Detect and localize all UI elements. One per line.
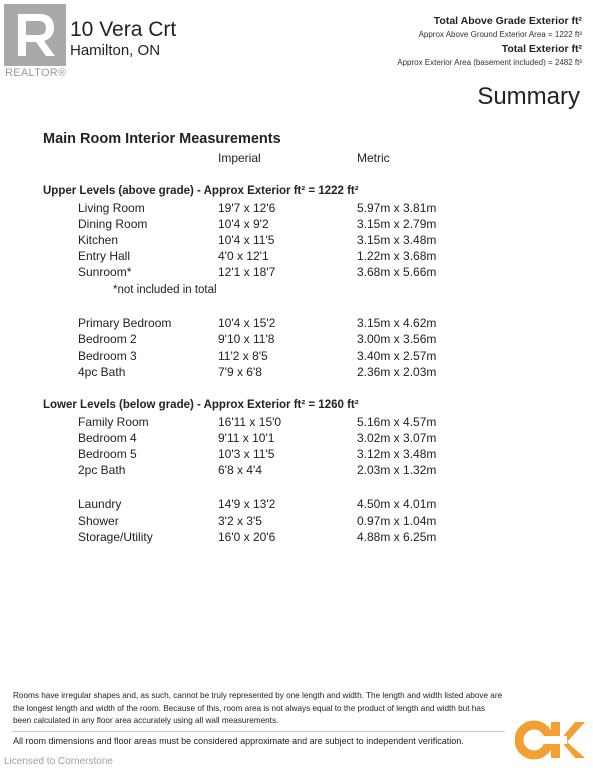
- table-row: [0, 514, 593, 530]
- table-row: [0, 463, 593, 479]
- room-imperial: 10'4 x 15'2: [218, 316, 276, 330]
- room-imperial: 4'0 x 12'1: [218, 249, 269, 263]
- address-city: Hamilton, ON: [70, 42, 161, 59]
- room-metric: 2.36m x 2.03m: [357, 365, 437, 379]
- room-imperial: 9'11 x 10'1: [218, 431, 275, 445]
- room-metric: 3.40m x 2.57m: [357, 349, 437, 363]
- room-metric: 3.12m x 3.48m: [357, 447, 437, 461]
- table-row: [0, 415, 593, 431]
- column-header-imperial: Imperial: [218, 151, 261, 165]
- room-metric: 4.50m x 4.01m: [357, 497, 437, 511]
- room-metric: 4.88m x 6.25m: [357, 530, 437, 544]
- licensed-watermark: Licensed to Cornerstone: [4, 756, 113, 767]
- room-name: Bedroom 5: [78, 447, 137, 461]
- table-row: [0, 249, 593, 265]
- footer-divider: [12, 731, 505, 732]
- approximate-note: All room dimensions and floor areas must be considered approximate and are subject to independent verification.: [13, 736, 464, 746]
- room-imperial: 3'2 x 3'5: [218, 514, 262, 528]
- room-imperial: 14'9 x 13'2: [218, 497, 276, 511]
- table-row: [0, 447, 593, 463]
- room-imperial: 9'10 x 11'8: [218, 332, 275, 346]
- room-imperial: 11'2 x 8'5: [218, 349, 268, 363]
- room-imperial: 16'0 x 20'6: [218, 530, 276, 544]
- realtor-r-icon: [4, 4, 66, 66]
- realtor-reg-mark: ®: [58, 67, 67, 79]
- room-imperial: 10'4 x 11'5: [218, 233, 275, 247]
- total-exterior-title: Total Exterior ft²: [501, 43, 582, 55]
- address-street: 10 Vera Crt: [70, 18, 177, 41]
- table-row: [0, 497, 593, 513]
- room-imperial: 12'1 x 18'7: [218, 265, 276, 279]
- room-name: Kitchen: [78, 233, 119, 247]
- room-imperial: 16'11 x 15'0: [218, 415, 282, 429]
- room-metric: 3.02m x 3.07m: [357, 431, 437, 445]
- room-name: Sunroom*: [78, 265, 132, 279]
- table-row: [0, 365, 593, 381]
- room-name: Entry Hall: [78, 249, 131, 263]
- room-imperial: 19'7 x 12'6: [218, 201, 276, 215]
- table-row: [0, 431, 593, 447]
- room-metric: 3.00m x 3.56m: [357, 332, 437, 346]
- room-name: Bedroom 4: [78, 431, 137, 445]
- ok-brand-logo: [515, 716, 587, 764]
- room-imperial: 10'3 x 11'5: [218, 447, 275, 461]
- room-name: Storage/Utility: [78, 530, 153, 544]
- room-imperial: 10'4 x 9'2: [218, 217, 269, 231]
- lower-levels-header: Lower Levels (below grade) - Approx Exterior ft² = 1260 ft²: [43, 399, 359, 411]
- table-row: [0, 217, 593, 233]
- room-name: Laundry: [78, 497, 122, 511]
- table-row: [0, 530, 593, 546]
- room-name: Bedroom 3: [78, 349, 137, 363]
- realtor-word: REALTOR: [5, 67, 59, 79]
- table-title: Main Room Interior Measurements: [43, 131, 281, 147]
- table-row: [0, 265, 593, 281]
- room-name: Bedroom 2: [78, 332, 137, 346]
- realtor-wordmark: [5, 67, 66, 79]
- room-name: Family Room: [78, 415, 149, 429]
- disclaimer-text: Rooms have irregular shapes and, as such, cannot be truly represented by one length and width. The length and width listed above are the longest length and width of the room. Because of this, room area is not always equal to the product of length and width but has been calculated in any floor area accurately using all wall measurements.: [13, 691, 503, 726]
- room-metric: 2.03m x 1.32m: [357, 463, 437, 477]
- room-name: Primary Bedroom: [78, 316, 172, 330]
- room-name: 4pc Bath: [78, 365, 126, 379]
- upper-levels-header: Upper Levels (above grade) - Approx Exterior ft² = 1222 ft²: [43, 185, 359, 197]
- room-imperial: 7'9 x 6'8: [218, 365, 262, 379]
- total-exterior-detail: Approx Exterior Area (basement included) = 2482 ft²: [397, 58, 582, 67]
- above-grade-title: Total Above Grade Exterior ft²: [433, 15, 582, 27]
- table-row: [0, 201, 593, 217]
- column-header-metric: Metric: [357, 151, 390, 165]
- room-metric: 5.97m x 3.81m: [357, 201, 437, 215]
- room-name: Living Room: [78, 201, 145, 215]
- page-title: Summary: [477, 83, 580, 110]
- table-row: [0, 316, 593, 332]
- room-name: Dining Room: [78, 217, 148, 231]
- table-row: [0, 233, 593, 249]
- room-name: Shower: [78, 514, 119, 528]
- not-included-note: *not included in total: [113, 284, 217, 296]
- room-name: 2pc Bath: [78, 463, 126, 477]
- area-summary-header: [322, 15, 582, 71]
- room-metric: 3.68m x 5.66m: [357, 265, 437, 279]
- ok-logo-icon: [515, 716, 587, 764]
- room-metric: 3.15m x 2.79m: [357, 217, 437, 231]
- room-metric: 5.16m x 4.57m: [357, 415, 437, 429]
- realtor-logo: [4, 4, 66, 66]
- table-row: [0, 349, 593, 365]
- room-metric: 3.15m x 4.62m: [357, 316, 437, 330]
- room-metric: 3.15m x 3.48m: [357, 233, 437, 247]
- above-grade-detail: Approx Above Ground Exterior Area = 1222 ft²: [418, 30, 582, 39]
- room-imperial: 6'8 x 4'4: [218, 463, 262, 477]
- room-metric: 0.97m x 1.04m: [357, 514, 437, 528]
- room-metric: 1.22m x 3.68m: [357, 249, 437, 263]
- table-row: [0, 332, 593, 348]
